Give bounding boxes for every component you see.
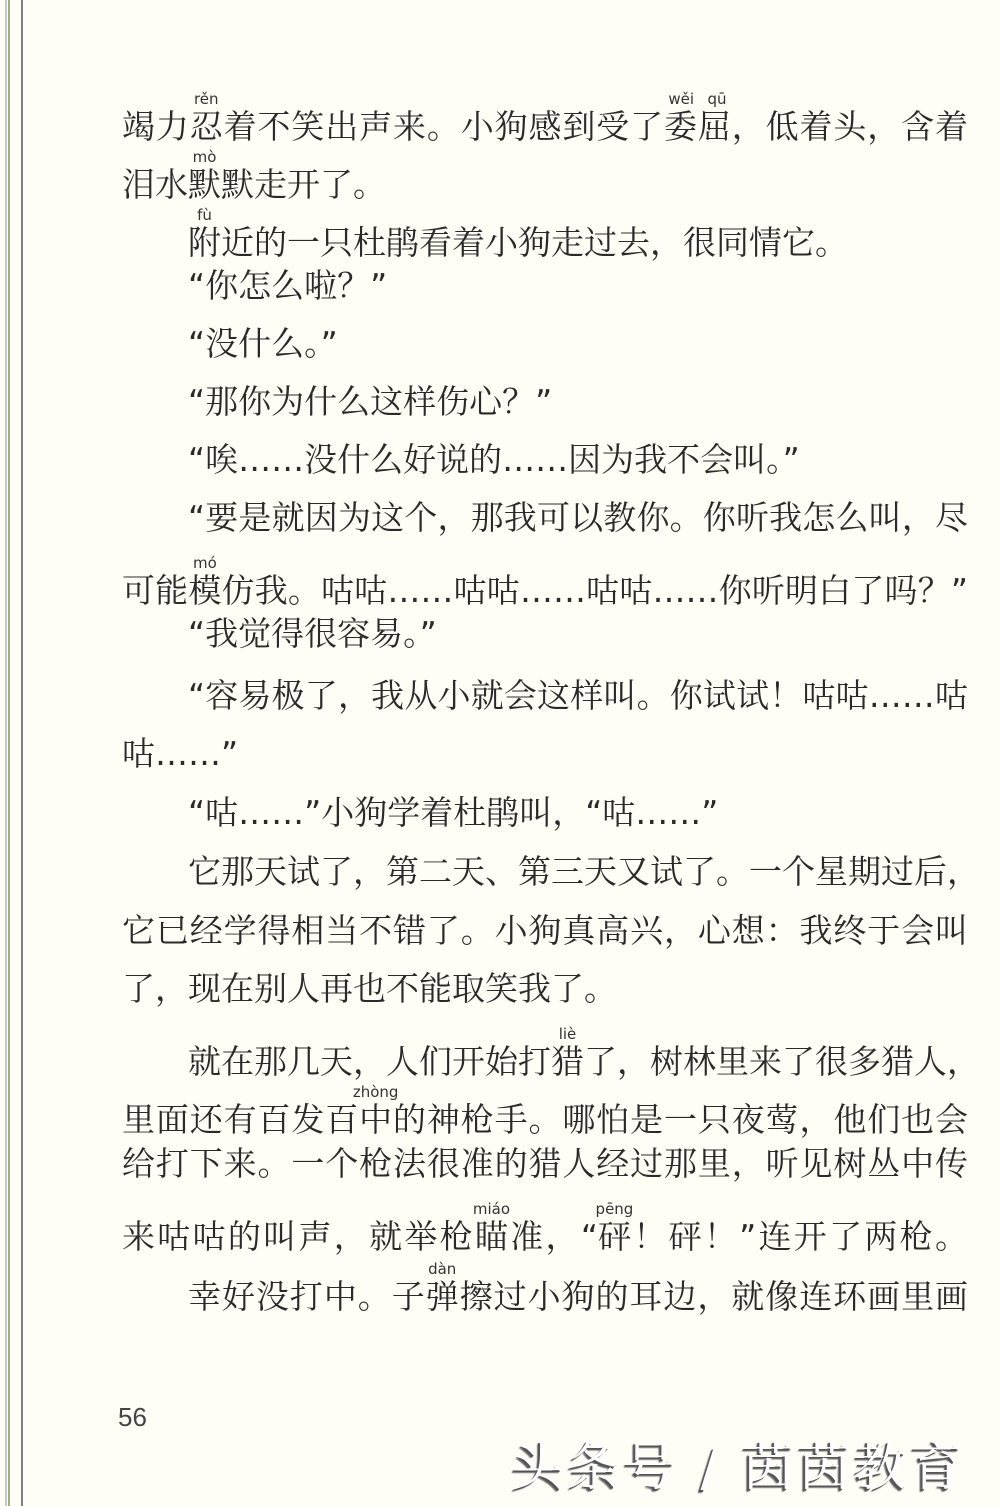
text-line — [188, 440, 968, 480]
annotated-character — [188, 206, 221, 262]
text-line — [122, 911, 968, 951]
text-segment: “我觉得很容易。” — [188, 614, 437, 653]
annotated-character — [425, 1260, 460, 1316]
annotated-character — [551, 1025, 584, 1081]
text-segment: 的神枪手。哪怕是一只夜莺，他们也会 — [392, 1100, 968, 1139]
annotated-character — [188, 554, 222, 610]
watermark: 头条号 / 茵茵教育 — [512, 1438, 967, 1498]
text-segment: 里面还有百发百 — [122, 1100, 360, 1139]
text-line — [122, 1202, 968, 1257]
text-line — [188, 852, 980, 892]
text-segment: “那你为什么这样伤心？” — [188, 382, 553, 421]
text-segment: “咕……”小狗学着杜鹃叫，“咕……” — [188, 793, 719, 832]
annotated-character — [664, 90, 732, 146]
text-line — [188, 793, 968, 833]
text-segment: 仿我。咕咕……咕咕……咕咕……你听明白了吗？” — [221, 571, 969, 610]
page-edge — [5, 0, 7, 1506]
page-edge — [8, 0, 10, 1506]
text-segment: ，低着头，含着 — [731, 107, 968, 146]
text-line — [122, 969, 968, 1009]
text-segment: 了，现在别人再也不能取笑我了。 — [122, 969, 617, 1008]
text-segment: 竭力 — [122, 107, 190, 146]
text-line — [188, 614, 968, 654]
text-line — [188, 266, 968, 306]
pinyin: dàn — [425, 1260, 459, 1278]
character: 默 — [188, 165, 221, 204]
character: 中 — [352, 1100, 399, 1139]
text-segment: 了，树林里来了很多猎人， — [584, 1042, 980, 1081]
annotated-character — [188, 148, 221, 204]
pinyin: fù — [188, 206, 221, 224]
text-segment: 准，“ — [507, 1217, 598, 1256]
character: 猎 — [551, 1042, 584, 1081]
text-segment: 它已经学得相当不错了。小狗真高兴，心想：我终于会叫 — [122, 911, 968, 950]
pinyin: zhòng — [352, 1083, 399, 1101]
text-segment: ！砰！”连开了两枪。 — [630, 1217, 968, 1256]
text-segment: “容易极了，我从小就会这样叫。你试试！咕咕……咕 — [188, 676, 968, 715]
text-segment: 着不笑出声来。小狗感到受了 — [223, 107, 664, 146]
text-line — [122, 734, 968, 774]
text-line — [122, 1085, 968, 1140]
character: 弹 — [425, 1277, 460, 1316]
text-segment: 它那天试了，第二天、第三天又试了。一个星期过后， — [188, 852, 980, 891]
pinyin: liè — [551, 1025, 584, 1043]
character: 附 — [188, 223, 221, 262]
annotated-character — [189, 90, 224, 146]
text-segment: 泪水 — [122, 165, 188, 204]
character: 瞄 — [472, 1217, 511, 1256]
text-line — [188, 676, 968, 716]
text-segment: 来咕咕的叫声，就举枪 — [122, 1217, 475, 1256]
text-segment: 幸好没打中。子 — [188, 1277, 426, 1316]
character: 砰 — [595, 1217, 634, 1256]
text-line — [188, 208, 968, 263]
text-line — [188, 498, 968, 538]
annotated-character — [595, 1200, 634, 1256]
pinyin: mò — [188, 148, 221, 166]
character: 模 — [188, 571, 222, 610]
annotated-character — [352, 1083, 399, 1139]
page-number: 56 — [118, 1402, 147, 1432]
text-segment: 给打下来。一个枪法很准的猎人经过那里，听见树丛中传 — [122, 1144, 968, 1183]
pinyin: rěn — [189, 90, 223, 108]
pinyin: miáo — [472, 1200, 511, 1218]
text-line — [188, 1262, 968, 1317]
text-segment: “唉……没什么好说的……因为我不会叫。” — [188, 440, 800, 479]
text-segment: “没什么。” — [188, 324, 338, 363]
character: 委屈 — [664, 107, 732, 146]
character: 忍 — [189, 107, 224, 146]
page-edge — [21, 0, 23, 1506]
pinyin: wěi qū — [664, 90, 731, 108]
text-segment: “要是就因为这个，那我可以教你。你听我怎么叫，尽 — [188, 498, 968, 537]
pinyin: mó — [188, 554, 222, 572]
text-line — [188, 324, 968, 364]
text-line — [122, 556, 968, 611]
text-line — [122, 1144, 968, 1184]
text-line — [122, 150, 968, 205]
text-segment: 擦过小狗的耳边，就像连环画里画 — [459, 1277, 969, 1316]
text-line — [188, 1025, 980, 1082]
text-segment: 默走开了。 — [221, 165, 386, 204]
text-line — [122, 92, 968, 147]
text-segment: 近的一只杜鹃看着小狗走过去，很同情它。 — [221, 223, 848, 262]
text-segment: 可能 — [122, 571, 189, 610]
annotated-character — [472, 1200, 511, 1256]
pinyin: pēng — [595, 1200, 634, 1218]
text-segment: 咕……” — [122, 734, 239, 773]
text-segment: “你怎么啦？” — [188, 266, 388, 305]
text-line — [188, 382, 968, 422]
text-segment: 就在那几天，人们开始打 — [188, 1042, 551, 1081]
